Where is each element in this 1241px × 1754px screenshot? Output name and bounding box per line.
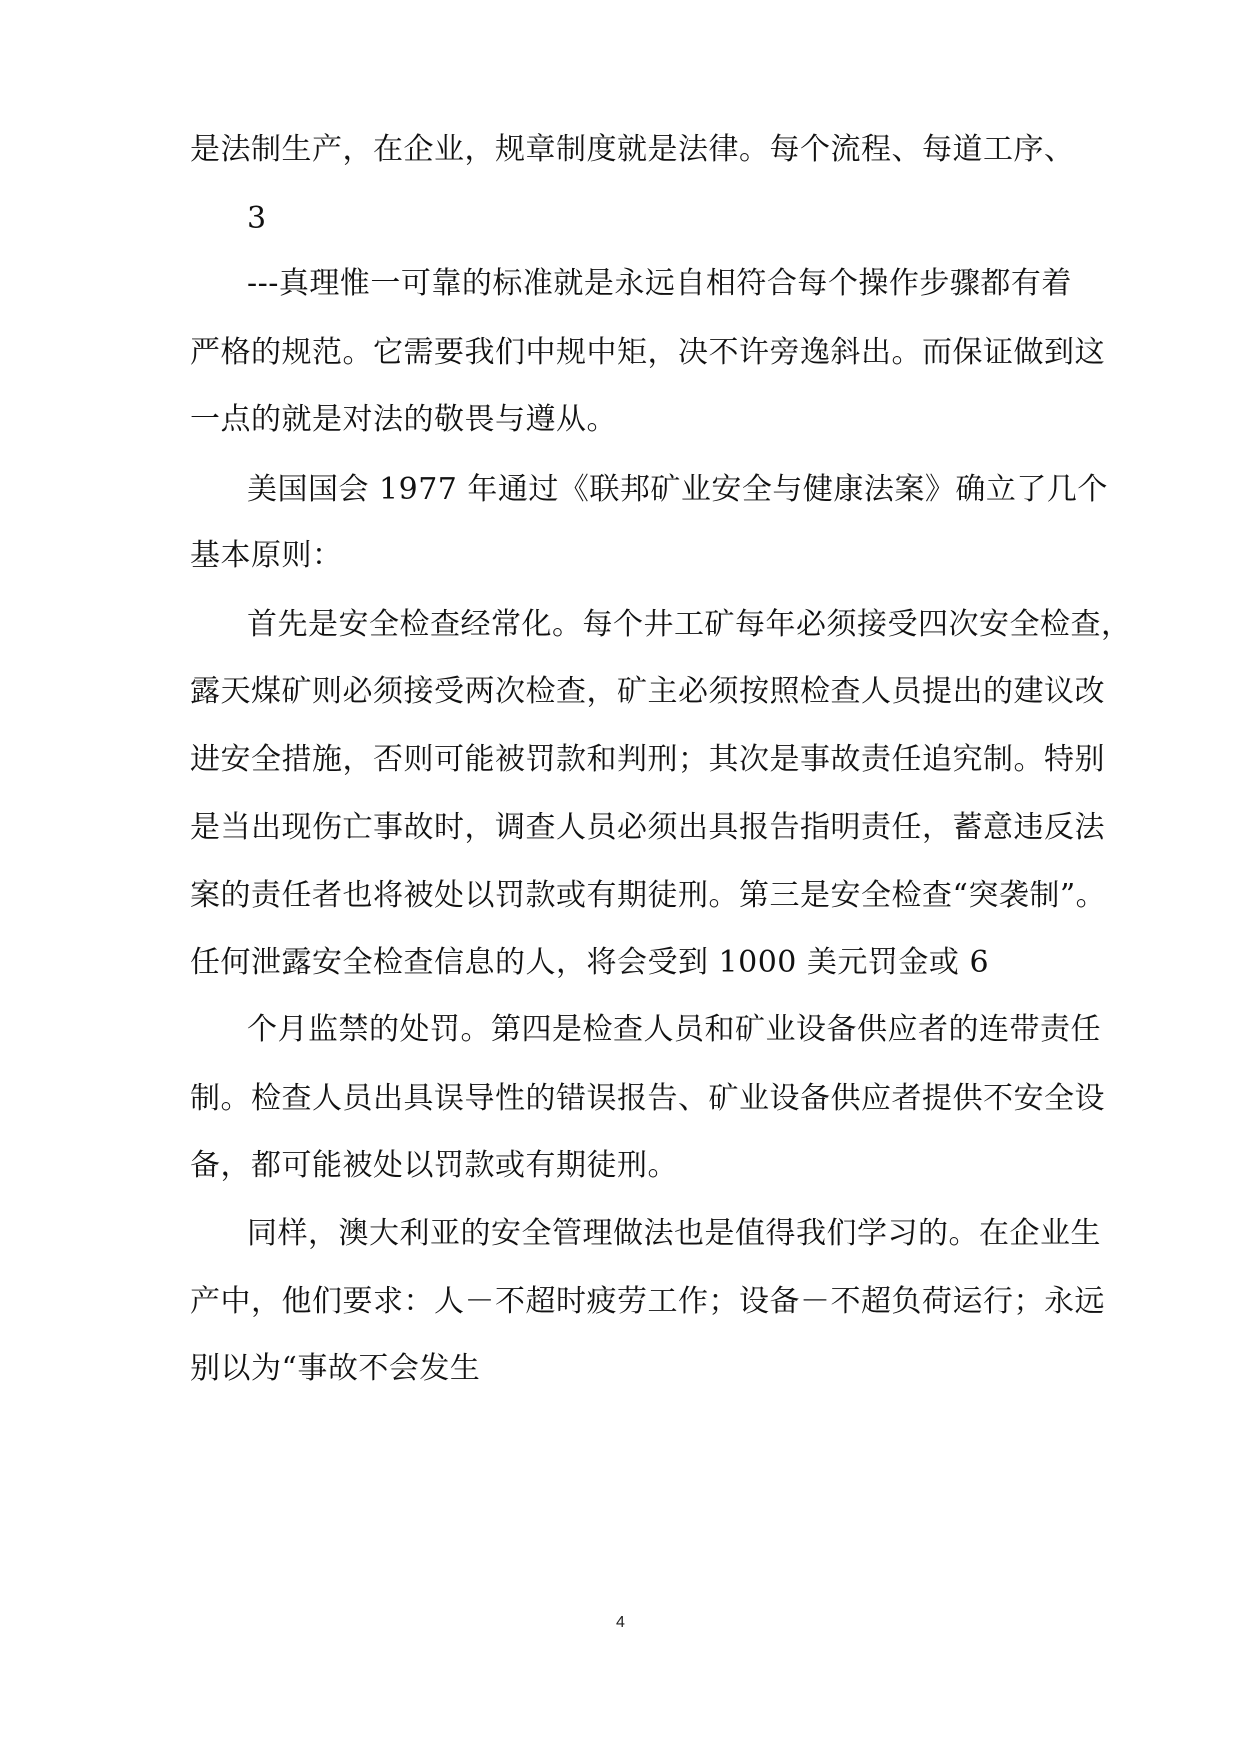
text-line-15: 备，都可能被处以罚款或有期徒刑。 xyxy=(190,1148,678,1183)
text-line-14: 制。检查人员出具误导性的错误报告、矿业设备供应者提供不安全设 xyxy=(190,1081,1105,1116)
text-line-8: 露天煤矿则必须接受两次检查，矿主必须按照检查人员提出的建议改 xyxy=(190,674,1105,709)
text-line-10: 是当出现伤亡事故时，调查人员必须出具报告指明责任，蓄意违反法 xyxy=(190,810,1105,845)
text-line-11: 案的责任者也将被处以罚款或有期徒刑。第三是安全检查“突袭制”。 xyxy=(190,878,1107,913)
text-line-17: 产中，他们要求：人－不超时疲劳工作；设备－不超负荷运行；永远 xyxy=(190,1284,1105,1319)
text-line-6: 基本原则： xyxy=(190,538,343,573)
text-line-2: ---真理惟一可靠的标准就是永远自相符合每个操作步骤都有着 xyxy=(247,266,1072,301)
text-line-12: 任何泄露安全检查信息的人，将会受到 1000 美元罚金或 6 xyxy=(190,945,990,980)
text-line-1: 是法制生产，在企业，规章制度就是法律。每个流程、每道工序、 xyxy=(190,132,1075,167)
page-number: 4 xyxy=(616,1614,625,1631)
text-line-7: 首先是安全检查经常化。每个井工矿每年必须接受四次安全检查， xyxy=(247,607,1132,642)
text-line-18: 别以为“事故不会发生 xyxy=(190,1351,481,1386)
embedded-page-number: 3 xyxy=(247,201,267,236)
text-line-5: 美国国会 1977 年通过《联邦矿业安全与健康法案》确立了几个 xyxy=(247,472,1108,507)
text-line-9: 进安全措施，否则可能被罚款和判刑；其次是事故责任追究制。特别 xyxy=(190,742,1105,777)
text-line-3: 严格的规范。它需要我们中规中矩，决不许旁逸斜出。而保证做到这 xyxy=(190,335,1105,370)
text-line-16: 同样，澳大利亚的安全管理做法也是值得我们学习的。在企业生 xyxy=(247,1216,1101,1251)
text-line-4: 一点的就是对法的敬畏与遵从。 xyxy=(190,402,617,437)
text-line-13: 个月监禁的处罚。第四是检查人员和矿业设备供应者的连带责任 xyxy=(247,1012,1101,1047)
